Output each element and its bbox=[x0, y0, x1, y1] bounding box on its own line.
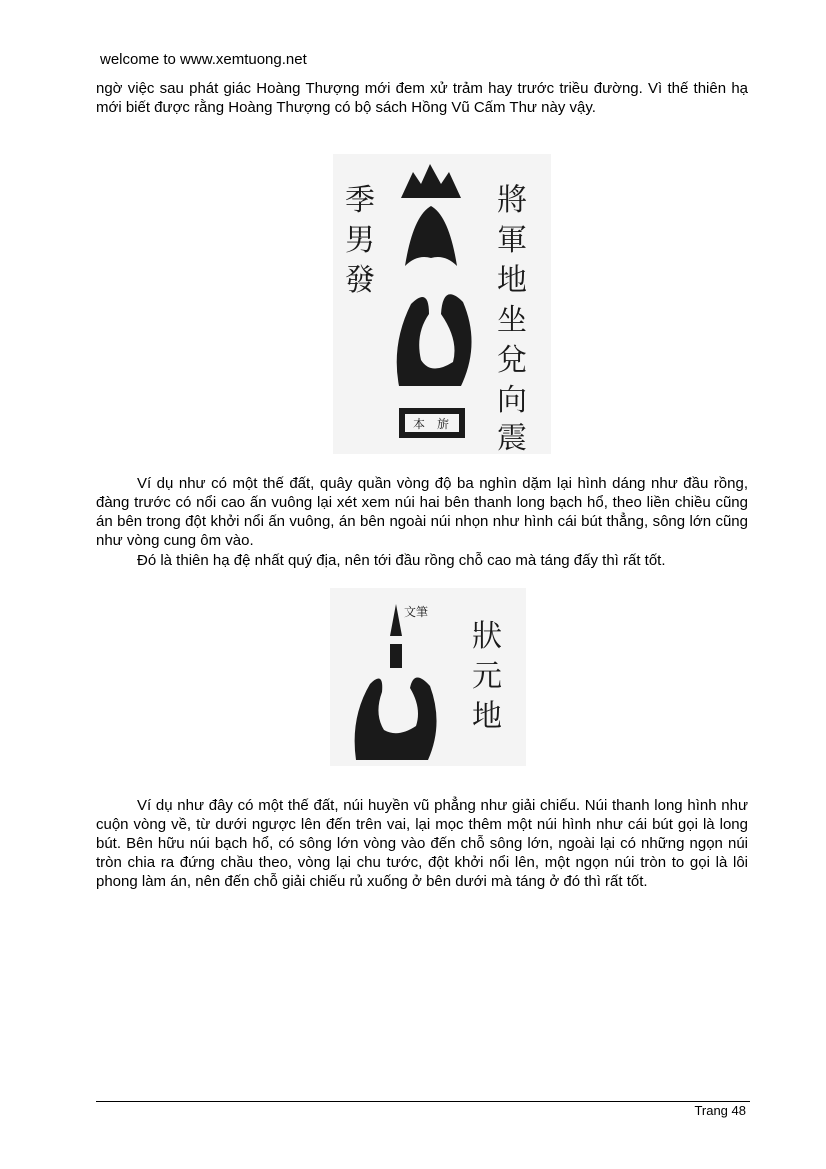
seal-char-2: 旂 bbox=[437, 417, 450, 431]
left-char-2: 男 bbox=[345, 223, 375, 258]
paragraph-example-2: Ví dụ như đây có một thế đất, núi huyền vũ phẳng như giải chiếu. Núi thanh long hình như cuộn vòng về, từ dưới ngược lên đến trên vai, lại mọc thêm một núi hình như cái bút gọi là long bút. Bên hữu núi bạch hổ, có sông lớn vòng vào đến chỗ sông lớn, ngoài lại có những ngọn núi tròn chia ra đứng chầu theo, vòng lại chu tước, đột khởi nổi lên, một ngọn núi tròn to gọi là lôi phong làm án, nên đến chỗ giải chiếu rủ xuống ở bên dưới mà táng ở đó thì rất tốt. bbox=[96, 797, 748, 890]
zhuangyuan-char-3: 地 bbox=[472, 699, 502, 734]
burial-spot-dot-2 bbox=[393, 717, 403, 727]
brush-peak bbox=[390, 604, 402, 636]
brush-label: 文筆 bbox=[404, 605, 429, 619]
page-number: Trang 48 bbox=[694, 1103, 746, 1118]
footer-divider bbox=[96, 1101, 750, 1102]
dragon-head-mountain bbox=[405, 206, 457, 266]
page-header: welcome to www.xemtuong.net bbox=[100, 51, 307, 68]
burial-spot-dot bbox=[425, 338, 437, 350]
left-char-3: 發 bbox=[345, 263, 375, 298]
right-char-3: 地 bbox=[497, 263, 527, 298]
right-char-6: 向 bbox=[497, 383, 527, 418]
right-char-5: 兌 bbox=[497, 343, 527, 378]
zhuangyuan-char-1: 狀 bbox=[472, 619, 502, 654]
seal-char-1: 本 bbox=[413, 417, 426, 431]
geomancy-figure-zhuangyuan-land bbox=[330, 588, 526, 766]
left-char-1: 季 bbox=[345, 183, 375, 218]
right-char-1: 將 bbox=[497, 183, 527, 218]
triple-peak-mountain bbox=[401, 164, 461, 198]
brush-stand bbox=[390, 644, 402, 668]
right-char-7: 震 bbox=[497, 421, 527, 454]
right-char-2: 軍 bbox=[497, 223, 527, 258]
zhuangyuan-char-2: 元 bbox=[472, 659, 502, 694]
geomancy-figure-general-land bbox=[333, 154, 551, 454]
paragraph-conclusion-1: Đó là thiên hạ đệ nhất quý địa, nên tới đầu rồng chỗ cao mà táng đấy thì rất tốt. bbox=[137, 552, 666, 569]
paragraph-continuation: ngờ việc sau phát giác Hoàng Thượng mới đem xử trảm hay trước triều đường. Vì thế thiên hạ mới biết được rằng Hoàng Thượng có bộ sách Hồng Vũ Cấm Thư này vậy. bbox=[96, 80, 748, 116]
paragraph-example-1: Ví dụ như có một thế đất, quây quần vòng độ ba nghìn dặm lại hình dáng như đầu rồng, đàng trước có nổi cao ấn vuông lại xét xem núi hai bên thanh long bạch hổ, theo liền chiều cũng án bên trong đột khởi nổi ấn vuông, án bên ngoài núi nhọn như hình cái bút thẳng, sông lớn cũng như vòng cung ôm vào. bbox=[96, 475, 748, 549]
right-char-4: 坐 bbox=[497, 303, 527, 338]
